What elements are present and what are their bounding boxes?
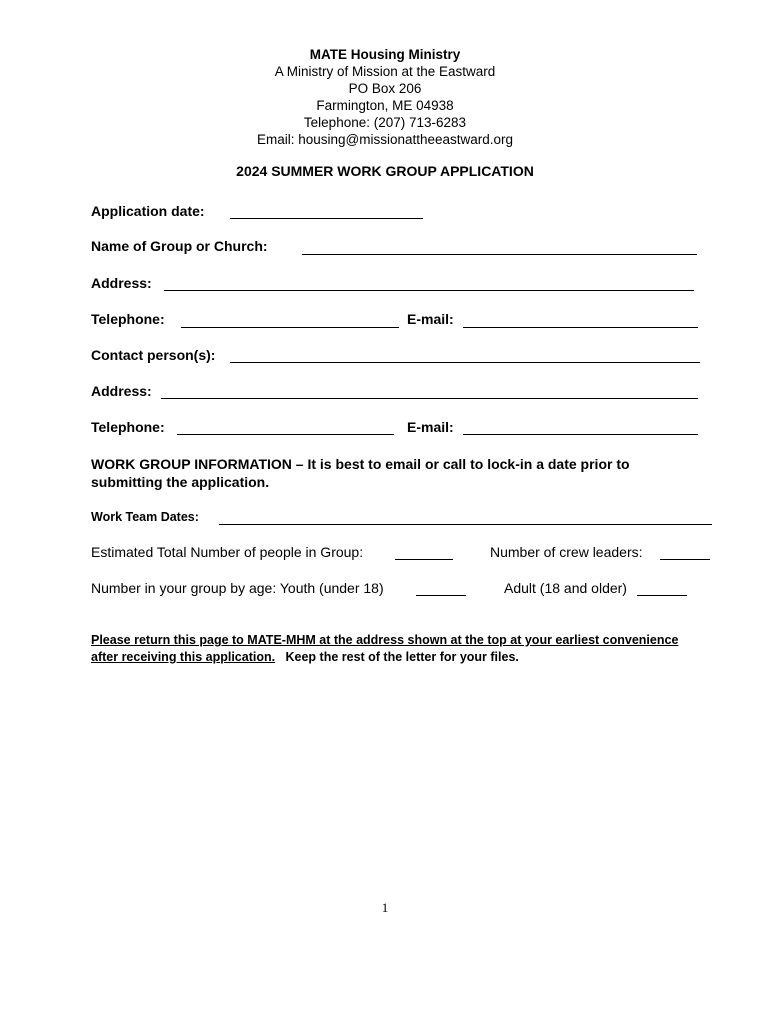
contact-field[interactable] (230, 362, 700, 363)
letterhead (0, 46, 770, 148)
return-note-rest: Keep the rest of the letter for your files. (285, 650, 519, 664)
telephone-line: Telephone: (207) 713-6283 (303, 115, 467, 130)
adult-field[interactable] (637, 595, 687, 596)
youth-field[interactable] (416, 595, 466, 596)
return-note (91, 632, 691, 666)
crew-leaders-label: Number of crew leaders: (490, 544, 643, 560)
telephone-label: Telephone: (91, 311, 165, 327)
email-label: E-mail: (407, 311, 454, 327)
po-box: PO Box 206 (348, 81, 422, 96)
youth-label: Number in your group by age: Youth (under 18) (91, 580, 384, 596)
return-note-underlined: Please return this page to MATE-MHM at the address shown at the top at your earliest convenience after receiving this application. (91, 633, 679, 664)
email-field[interactable] (463, 327, 698, 328)
work-group-heading: WORK GROUP INFORMATION – It is best to email or call to lock-in a date prior to submitting the application. (91, 456, 630, 490)
city-line: Farmington, ME 04938 (316, 98, 454, 113)
contact-email-field[interactable] (463, 434, 698, 435)
application-date-label: Application date: (91, 203, 205, 219)
crew-leaders-field[interactable] (660, 559, 710, 560)
team-dates-label: Work Team Dates: (91, 510, 199, 524)
group-name-field[interactable] (302, 254, 697, 255)
contact-label: Contact person(s): (91, 347, 216, 363)
telephone-field[interactable] (181, 327, 399, 328)
email-line: Email: housing@missionattheeastward.org (256, 132, 514, 147)
total-people-label: Estimated Total Number of people in Group: (91, 544, 364, 560)
page-number: 1 (381, 900, 389, 915)
org-subtitle: A Ministry of Mission at the Eastward (274, 64, 496, 79)
page-title: 2024 SUMMER WORK GROUP APPLICATION (236, 163, 534, 179)
application-date-field[interactable] (230, 218, 423, 219)
contact-address-field[interactable] (161, 398, 698, 399)
team-dates-field[interactable] (219, 524, 712, 525)
address-label: Address: (91, 275, 152, 291)
total-people-field[interactable] (395, 559, 453, 560)
address-field[interactable] (164, 290, 694, 291)
contact-address-label: Address: (91, 383, 152, 399)
contact-email-label: E-mail: (407, 419, 454, 435)
adult-label: Adult (18 and older) (504, 580, 627, 596)
group-name-label: Name of Group or Church: (91, 238, 268, 254)
contact-telephone-field[interactable] (177, 434, 394, 435)
contact-telephone-label: Telephone: (91, 419, 165, 435)
org-name: MATE Housing Ministry (309, 47, 461, 62)
